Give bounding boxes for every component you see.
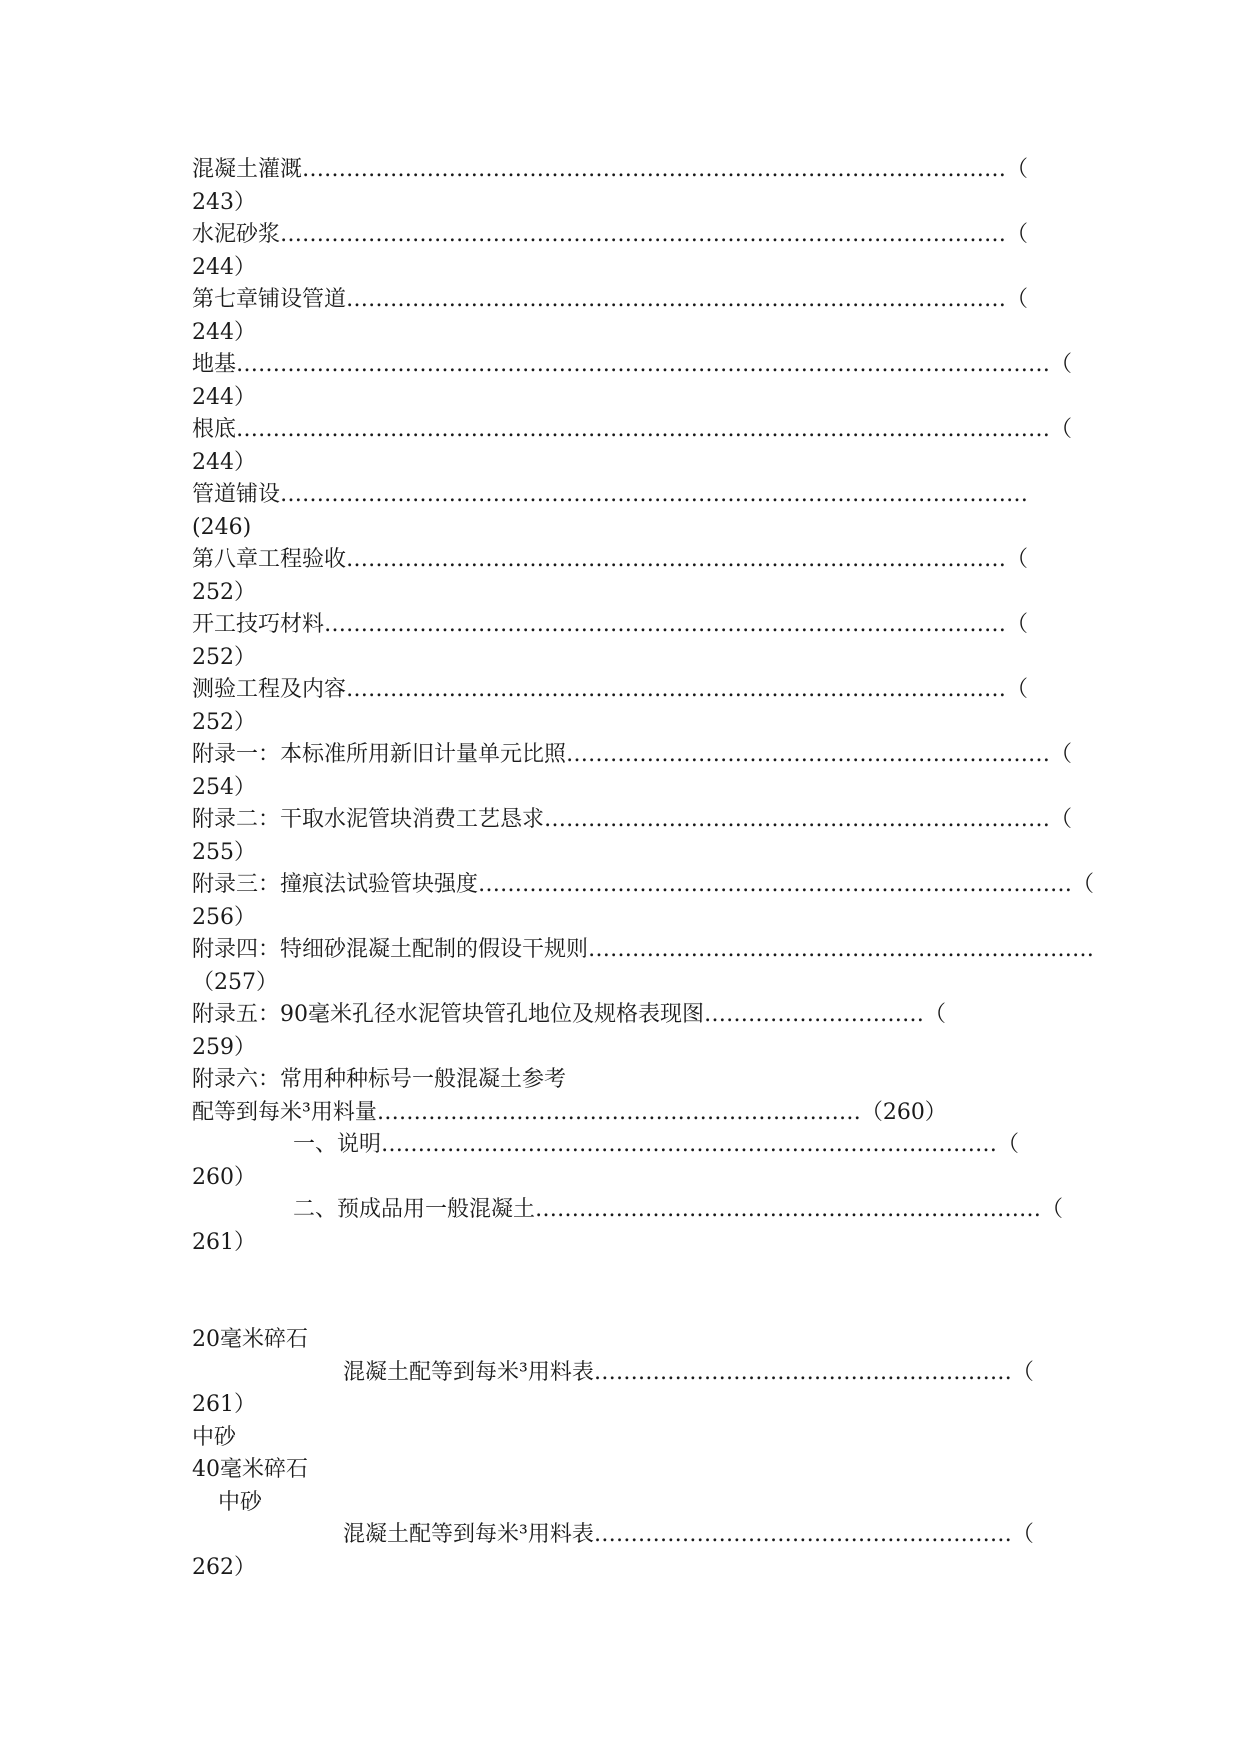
toc-entry-page: 255）: [192, 840, 256, 865]
toc-entry-title: 附录五：90毫米孔径水泥管块管孔地位及规格表现图…………………………（: [192, 1002, 947, 1027]
toc-entry-title: 附录二：干取水泥管块消费工艺恳求……………………………………………………………（: [192, 807, 1073, 832]
stone20-page: 261）: [192, 1392, 256, 1417]
toc-entry-page: 244）: [192, 255, 256, 280]
stone20-entry: 混凝土配等到每米³用料表…………………………………………………（: [343, 1360, 1034, 1385]
stone40-entry: 混凝土配等到每米³用料表…………………………………………………（: [343, 1522, 1034, 1547]
toc-entry-page: 244）: [192, 320, 256, 345]
toc-entry-page: (246): [192, 515, 252, 540]
stone40-page: 262）: [192, 1555, 256, 1580]
stone40-label: 40毫米碎石: [192, 1457, 308, 1482]
toc-entry-page: 259）: [192, 1035, 256, 1060]
toc-entry-title: 水泥砂浆………………………………………………………………………………………（: [192, 222, 1029, 247]
toc-entry-title: 第七章铺设管道………………………………………………………………………………（: [192, 287, 1029, 312]
toc-entry-title: 根底…………………………………………………………………………………………………（: [192, 417, 1073, 442]
stone20-label: 20毫米碎石: [192, 1327, 308, 1352]
toc-entry-title: 地基…………………………………………………………………………………………………（: [192, 352, 1073, 377]
toc-entry-title: 混凝土灌溉……………………………………………………………………………………（: [192, 157, 1029, 182]
appendix6-sub-entry: 一、说明…………………………………………………………………………（: [293, 1132, 1020, 1157]
toc-entry-title: 附录一：本标准所用新旧计量单元比照…………………………………………………………（: [192, 742, 1073, 767]
toc-entry-page: 252）: [192, 645, 256, 670]
toc-entry-title: 附录三：撞痕法试验管块强度………………………………………………………………………（: [192, 872, 1095, 897]
toc-entry-page: 243）: [192, 190, 256, 215]
appendix6-sub-page: 261）: [192, 1230, 256, 1255]
stone20-sand: 中砂: [192, 1425, 237, 1450]
toc-entry-page: 252）: [192, 710, 256, 735]
toc-entry-title: 附录四：特细砂混凝土配制的假设干规则……………………………………………………………: [192, 937, 1095, 962]
appendix6-sub-entry: 二、预成品用一般混凝土……………………………………………………………（: [293, 1197, 1064, 1222]
toc-entry-page: 252）: [192, 580, 256, 605]
appendix6-heading: 附录六：常用种种标号一般混凝土参考: [192, 1067, 567, 1092]
toc-entry-page: （257）: [192, 970, 278, 995]
appendix6-sub-page: 260）: [192, 1165, 256, 1190]
toc-entry-title: 开工技巧材料…………………………………………………………………………………（: [192, 612, 1029, 637]
appendix6-subheading: 配等到每米³用料量…………………………………………………………（260）: [192, 1100, 947, 1125]
toc-entry-title: 测验工程及内容………………………………………………………………………………（: [192, 677, 1029, 702]
toc-entry-page: 244）: [192, 450, 256, 475]
toc-entry-page: 254）: [192, 775, 256, 800]
toc-entry-page: 244）: [192, 385, 256, 410]
toc-entry-page: 256）: [192, 905, 256, 930]
toc-entry-title: 管道铺设…………………………………………………………………………………………: [192, 482, 1029, 507]
stone40-sand: 中砂: [218, 1490, 263, 1515]
toc-entry-title: 第八章工程验收………………………………………………………………………………（: [192, 547, 1029, 572]
